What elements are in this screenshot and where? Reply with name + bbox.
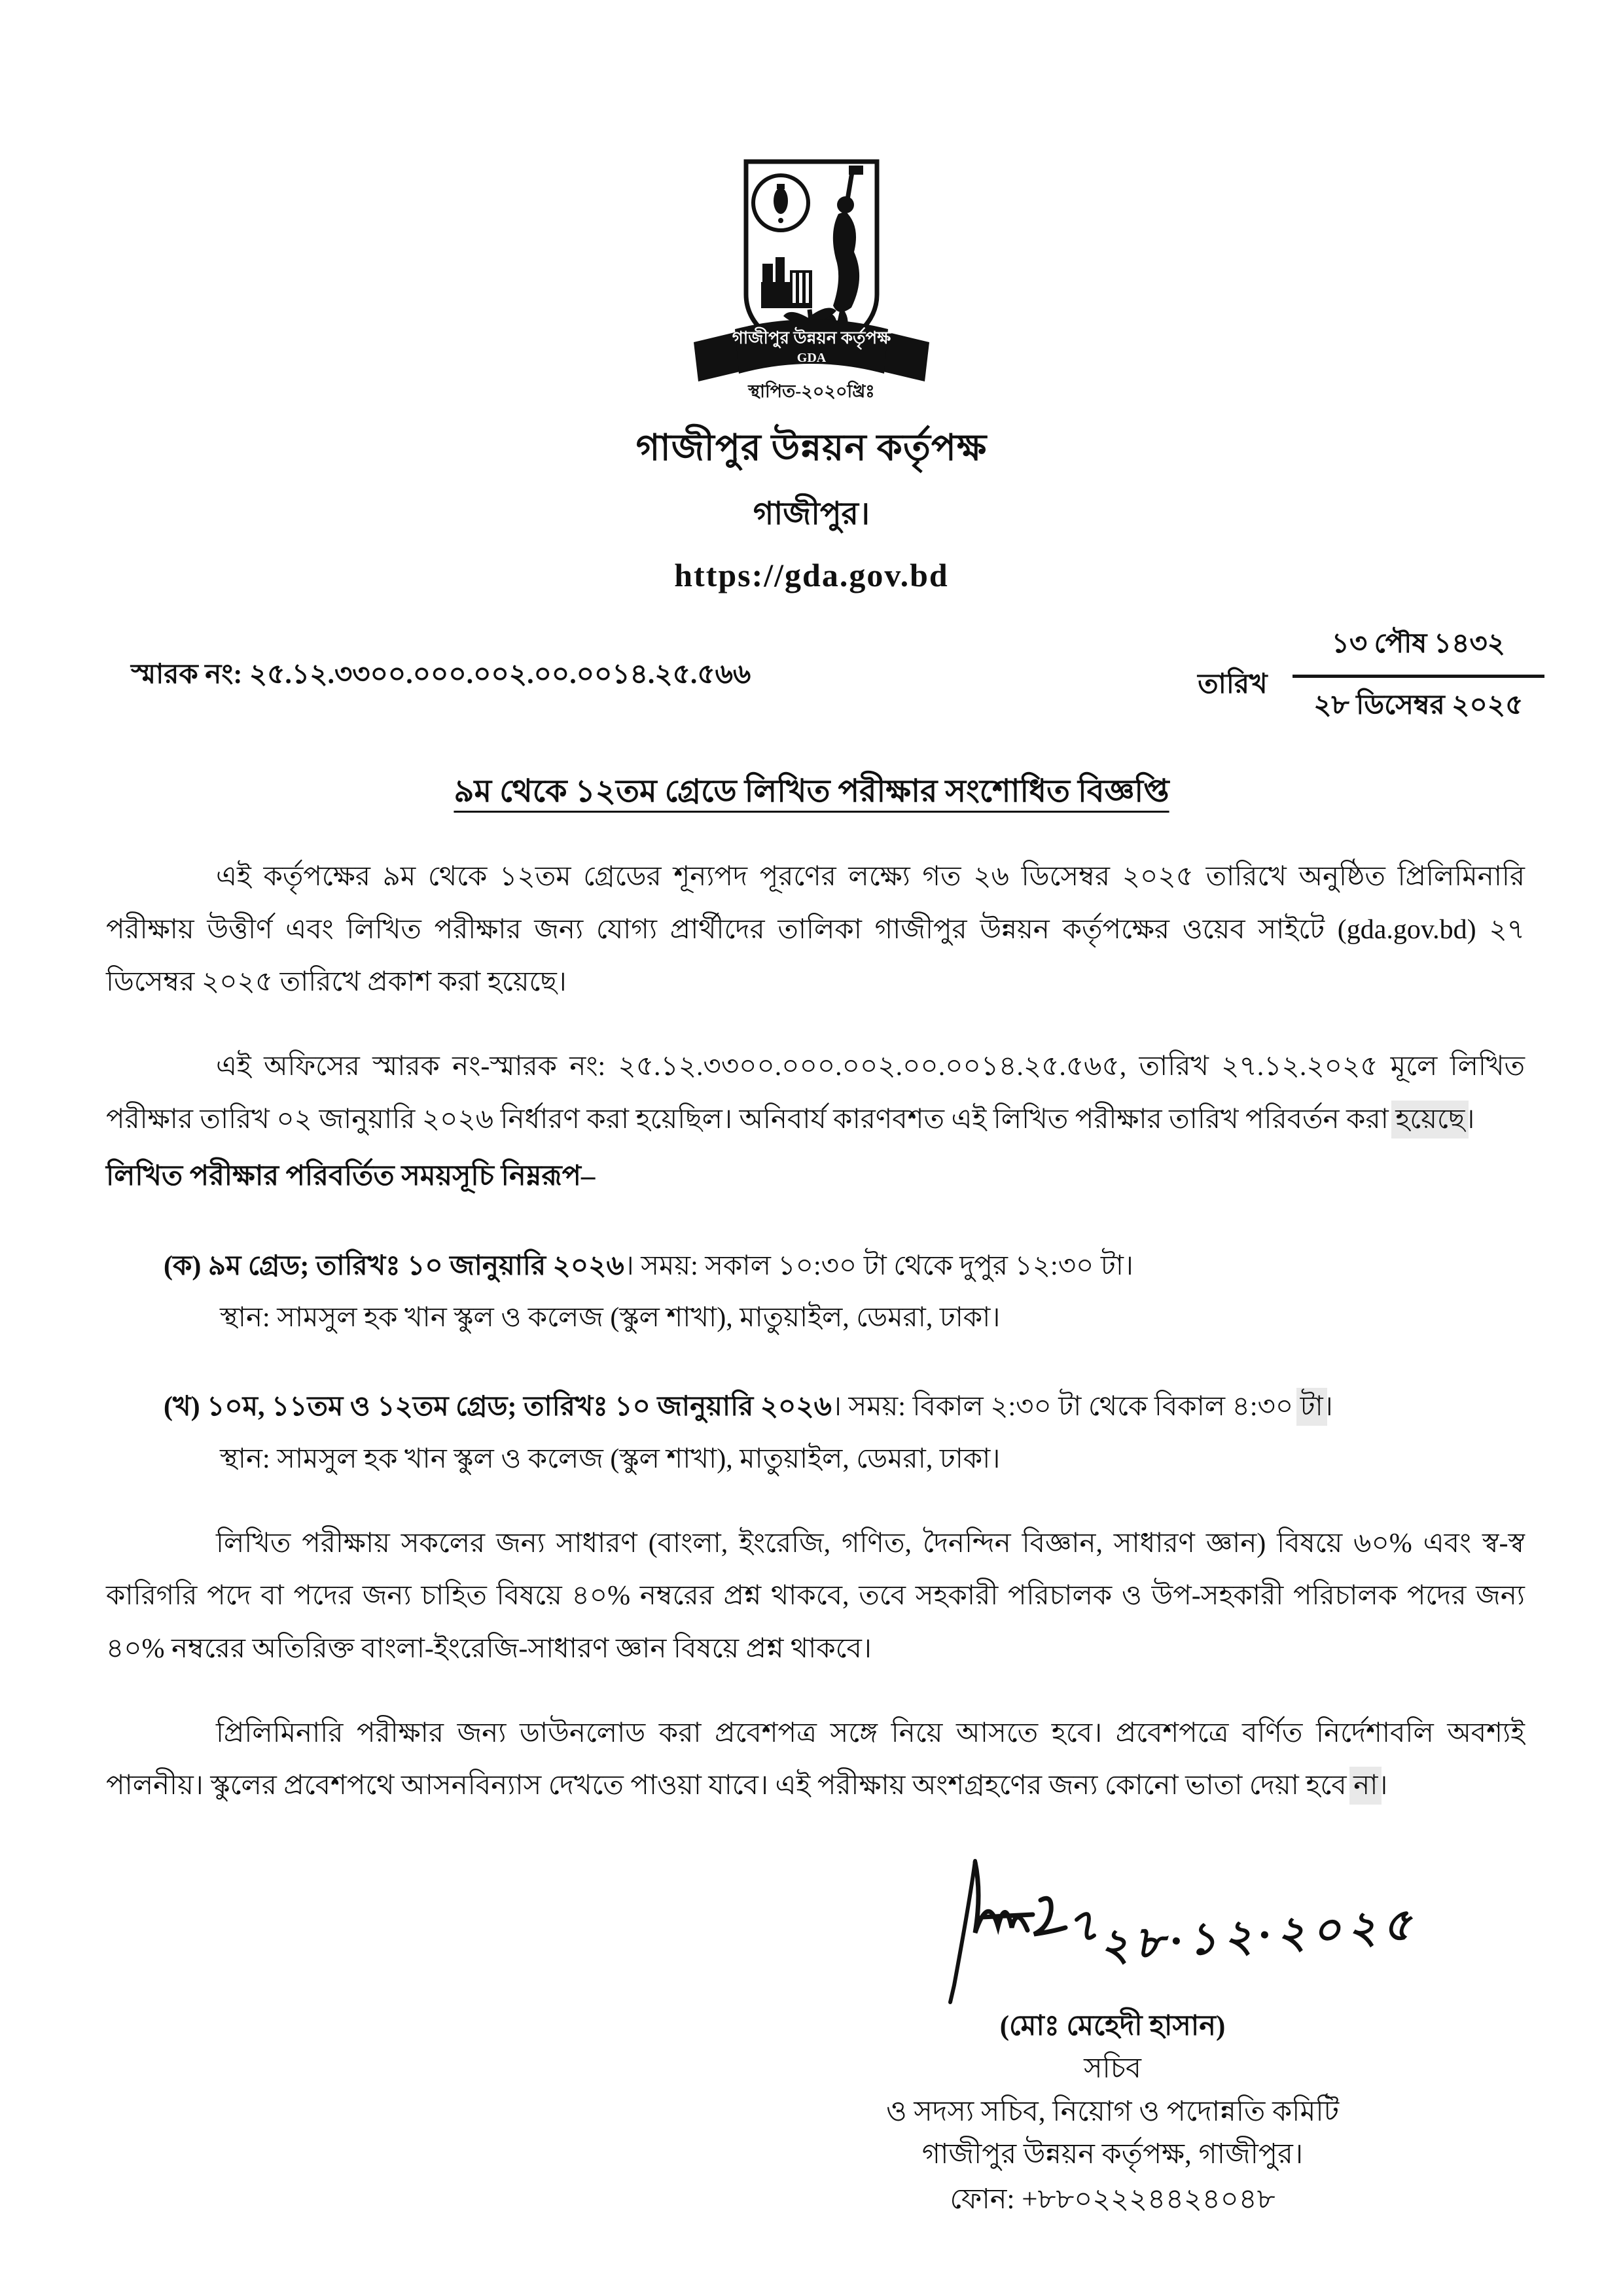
signatory-name: (মোঃ মেহেদী হাসান)	[999, 2010, 1226, 2041]
memo-number-line	[131, 652, 751, 699]
schedule-item-kha-line	[164, 1381, 1525, 1434]
gda-crest-logo	[658, 154, 965, 415]
schedule-heading: লিখিত পরীক্ষার পরিবর্তিত সময়সূচি নিম্নরূপ–	[106, 1161, 596, 1192]
sentence-end: ।	[1378, 1771, 1388, 1801]
item-venue: স্থান: সামসুল হক খান স্কুল ও কলেজ (স্কুল শাখা), মাতুয়াইল, ডেমরা, ঢাকা।	[220, 1444, 1001, 1475]
phone-number: +৮৮০২২২৪৪২৪০৪৮	[1022, 2184, 1275, 2216]
sentence-end: ।	[1323, 1392, 1333, 1422]
signatory-role: ও সদস্য সচিব, নিয়োগ ও পদোন্নতি কমিটি	[885, 2096, 1340, 2127]
schedule-item-ka-line	[164, 1241, 1525, 1293]
signatory-phone	[792, 2178, 1433, 2221]
notice-title: ৯ম থেকে ১২তম গ্রেডে লিখিত পরীক্ষার সংশোধিত বিজ্ঞপ্তি	[454, 774, 1169, 809]
ribbon-org-text: গাজীপুর উন্নয়ন কর্তৃপক্ষ	[732, 328, 891, 347]
paragraph-date-change-text: এই অফিসের স্মারক নং-স্মারক নং: ২৫.১২.৩৩০০.০০০.০০২.০০.০০১৪.২৫.৫৬৫, তারিখ ২৭.১২.২০২৫ মূলে লিখিত পরীক্ষার তারিখ ০২ জানুয়ারি ২০২৬ নির্ধারণ করা হয়েছিল। অনিবার্য কারণবশত এই লিখিত পরীক্ষার তারিখ পরিবর্তন করা	[106, 1051, 1525, 1135]
date-block	[1198, 622, 1544, 730]
highlighted-word: টা	[1300, 1392, 1323, 1422]
signature-row	[792, 1854, 1433, 2005]
paragraph-exam-result: এই কর্তৃপক্ষের ৯ম থেকে ১২তম গ্রেডের শূন্যপদ পূরণের লক্ষ্যে গত ২৬ ডিসেম্বর ২০২৫ তারিখে অনুষ্ঠিত প্রিলিমিনারি পরীক্ষায় উত্তীর্ণ এবং লিখিত পরীক্ষার জন্য যোগ্য প্রার্থীদের তালিকা গাজীপুর উন্নয়ন কর্তৃপক্ষের ওয়েব সাইটে (gda.gov.bd) ২৭ ডিসেম্বর ২০২৫ তারিখে প্রকাশ করা হয়েছে।	[106, 862, 1525, 998]
memo-number: ২৫.১২.৩৩০০.০০০.০০২.০০.০০১৪.২৫.৫৬৬	[249, 660, 751, 690]
highlighted-word: হয়েছে	[1395, 1104, 1465, 1135]
item-time: । সময়: সকাল ১০:৩০ টা থেকে দুপুর ১২:৩০ টা।	[624, 1250, 1133, 1281]
established-text: স্থাপিত-২০২০খ্রিঃ	[748, 381, 875, 401]
item-marker: (খ)	[164, 1392, 200, 1422]
org-name: গাজীপুর উন্নয়ন কর্তৃপক্ষ	[635, 428, 988, 468]
signatory-designation: সচিব	[1084, 2053, 1141, 2085]
paragraph-instructions	[106, 1707, 1525, 1812]
item-marker: (ক)	[164, 1250, 202, 1281]
date-fraction	[1293, 622, 1544, 730]
item-time: । সময়: বিকাল ২:৩০ টা থেকে বিকাল ৪:৩০	[831, 1392, 1300, 1422]
memo-date-row	[131, 622, 1544, 730]
date-label: তারিখ	[1198, 669, 1268, 699]
signature-block	[792, 1854, 1433, 2221]
paragraph-date-change	[106, 1040, 1525, 1146]
signature-handwritten-date: ২৮·১২·২০২৫	[1097, 1899, 1420, 1971]
sentence-end: ।	[1465, 1104, 1475, 1135]
item-grade-date: ১০ম, ১১তম ও ১২তম গ্রেড; তারিখঃ ১০ জানুয়ারি ২০২৬	[200, 1392, 832, 1422]
date-bangla: ১৩ পৌষ ১৪৩২	[1331, 629, 1505, 659]
org-place: গাজীপুর।	[753, 497, 870, 531]
paragraph-marks-distribution: লিখিত পরীক্ষায় সকলের জন্য সাধারণ (বাংলা, ইংরেজি, গণিত, দৈনন্দিন বিজ্ঞান, সাধারণ জ্ঞান) বিষয়ে ৬০% এবং স্ব-স্ব কারিগরি পদে বা পদের জন্য চাহিত বিষয়ে ৪০% নম্বরের প্রশ্ন থাকবে, তবে সহকারী পরিচালক ও উপ-সহকারী পরিচালক পদের জন্য ৪০% নম্বরের অতিরিক্ত বাংলা-ইংরেজি-সাধারণ জ্ঞান বিষয়ে প্রশ্ন থাকবে।	[106, 1528, 1525, 1665]
date-gregorian: ২৮ ডিসেম্বর ২০২৫	[1293, 675, 1544, 730]
item-grade-date: ৯ম গ্রেড; তারিখঃ ১০ জানুয়ারি ২০২৬	[201, 1250, 624, 1281]
org-website: https://gda.gov.bd	[674, 557, 949, 593]
notice-body	[106, 851, 1525, 2221]
signatory-organization: গাজীপুর উন্নয়ন কর্তৃপক্ষ, গাজীপুর।	[921, 2139, 1304, 2170]
schedule-item-kha	[164, 1381, 1525, 1486]
item-venue: স্থান: সামসুল হক খান স্কুল ও কলেজ (স্কুল শাখা), মাতুয়াইল, ডেমরা, ঢাকা।	[220, 1303, 1001, 1333]
schedule-item-ka	[164, 1241, 1525, 1345]
phone-label: ফোন:	[950, 2184, 1015, 2216]
highlighted-word: না	[1353, 1771, 1378, 1801]
ribbon-banner	[694, 319, 929, 401]
letterhead	[0, 0, 1623, 594]
memo-label: স্মারক নং:	[131, 660, 243, 690]
paragraph-instructions-text: প্রিলিমিনারি পরীক্ষার জন্য ডাউনলোড করা প্রবেশপত্র সঙ্গে নিয়ে আসতে হবে। প্রবেশপত্রে বর্ণিত নির্দেশাবলি অবশ্যই পালনীয়। স্কুলের প্রবেশপথে আসনবিন্যাস দেখতে পাওয়া যাবে। এই পরীক্ষায় অংশগ্রহণের জন্য কোনো ভাতা দেয়া হবে	[106, 1718, 1525, 1801]
ribbon-abbr-text: GDA	[796, 351, 827, 365]
